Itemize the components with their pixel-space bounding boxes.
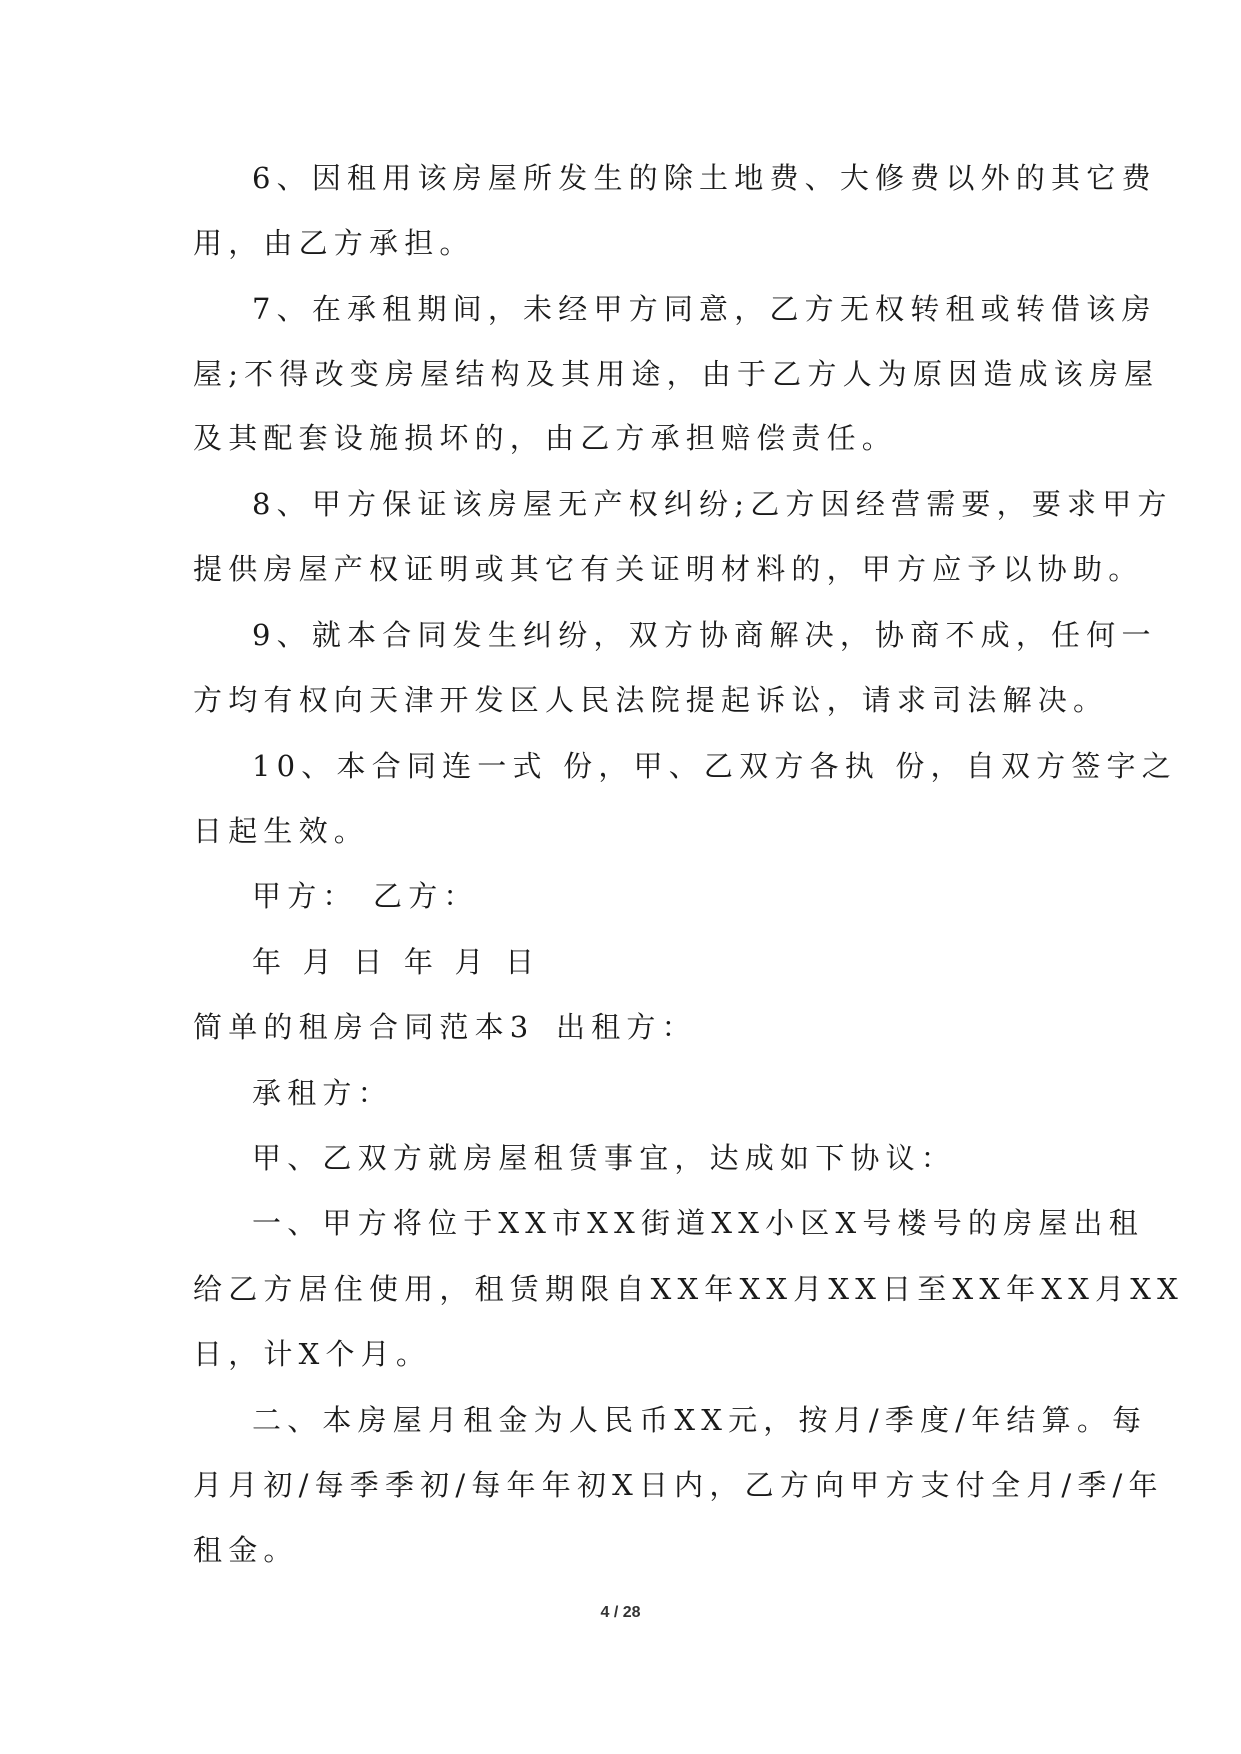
- clause-7-line-1: 7、在承租期间，未经甲方同意，乙方无权转租或转借该房: [252, 292, 1157, 326]
- article-1-line-3: 日，计X个月。: [193, 1337, 432, 1371]
- clause-10-line-1: 10、本合同连一式 份，甲、乙双方各执 份，自双方签字之: [252, 749, 1177, 783]
- clause-7-line-2: 屋;不得改变房屋结构及其用途，由于乙方人为原因造成该房屋: [193, 357, 1160, 391]
- signature-parties: 甲方： 乙方：: [252, 879, 479, 913]
- signature-dates: 年 月 日 年 月 日: [252, 945, 541, 979]
- agreement-intro: 甲、乙双方就房屋租赁事宜，达成如下协议：: [252, 1141, 957, 1175]
- clause-6-line-2: 用，由乙方承担。: [193, 226, 475, 260]
- clause-10-line-2: 日起生效。: [193, 814, 370, 848]
- lessor-label: 出租方：: [556, 1010, 697, 1044]
- lessee-label: 承租方：: [252, 1076, 393, 1110]
- clause-6-line-1: 6、因租用该房屋所发生的除土地费、大修费以外的其它费: [252, 161, 1157, 195]
- clause-8-line-1: 8、甲方保证该房屋无产权纠纷;乙方因经营需要，要求甲方: [252, 487, 1173, 521]
- clause-8-line-2: 提供房屋产权证明或其它有关证明材料的，甲方应予以协助。: [193, 552, 1144, 586]
- clause-7-line-3: 及其配套设施损坏的，由乙方承担赔偿责任。: [193, 421, 898, 455]
- article-2-line-1: 二、本房屋月租金为人民币XX元，按月/季度/年结算。每: [252, 1403, 1148, 1437]
- article-1-line-2: 给乙方居住使用，租赁期限自XX年XX月XX日至XX年XX月XX: [193, 1272, 1184, 1306]
- article-1-line-1: 一、甲方将位于XX市XX街道XX小区X号楼号的房屋出租: [252, 1206, 1144, 1240]
- article-2-line-3: 租金。: [193, 1533, 299, 1567]
- article-2-line-2: 月月初/每季季初/每年年初X日内，乙方向甲方支付全月/季/年: [193, 1468, 1164, 1502]
- page-number: 4 / 28: [600, 1604, 641, 1621]
- clause-9-line-2: 方均有权向天津开发区人民法院提起诉讼，请求司法解决。: [193, 683, 1109, 717]
- clause-9-line-1: 9、就本合同发生纠纷，双方协商解决，协商不成，任何一: [252, 618, 1157, 652]
- section-heading: 简单的租房合同范本3: [193, 1010, 535, 1044]
